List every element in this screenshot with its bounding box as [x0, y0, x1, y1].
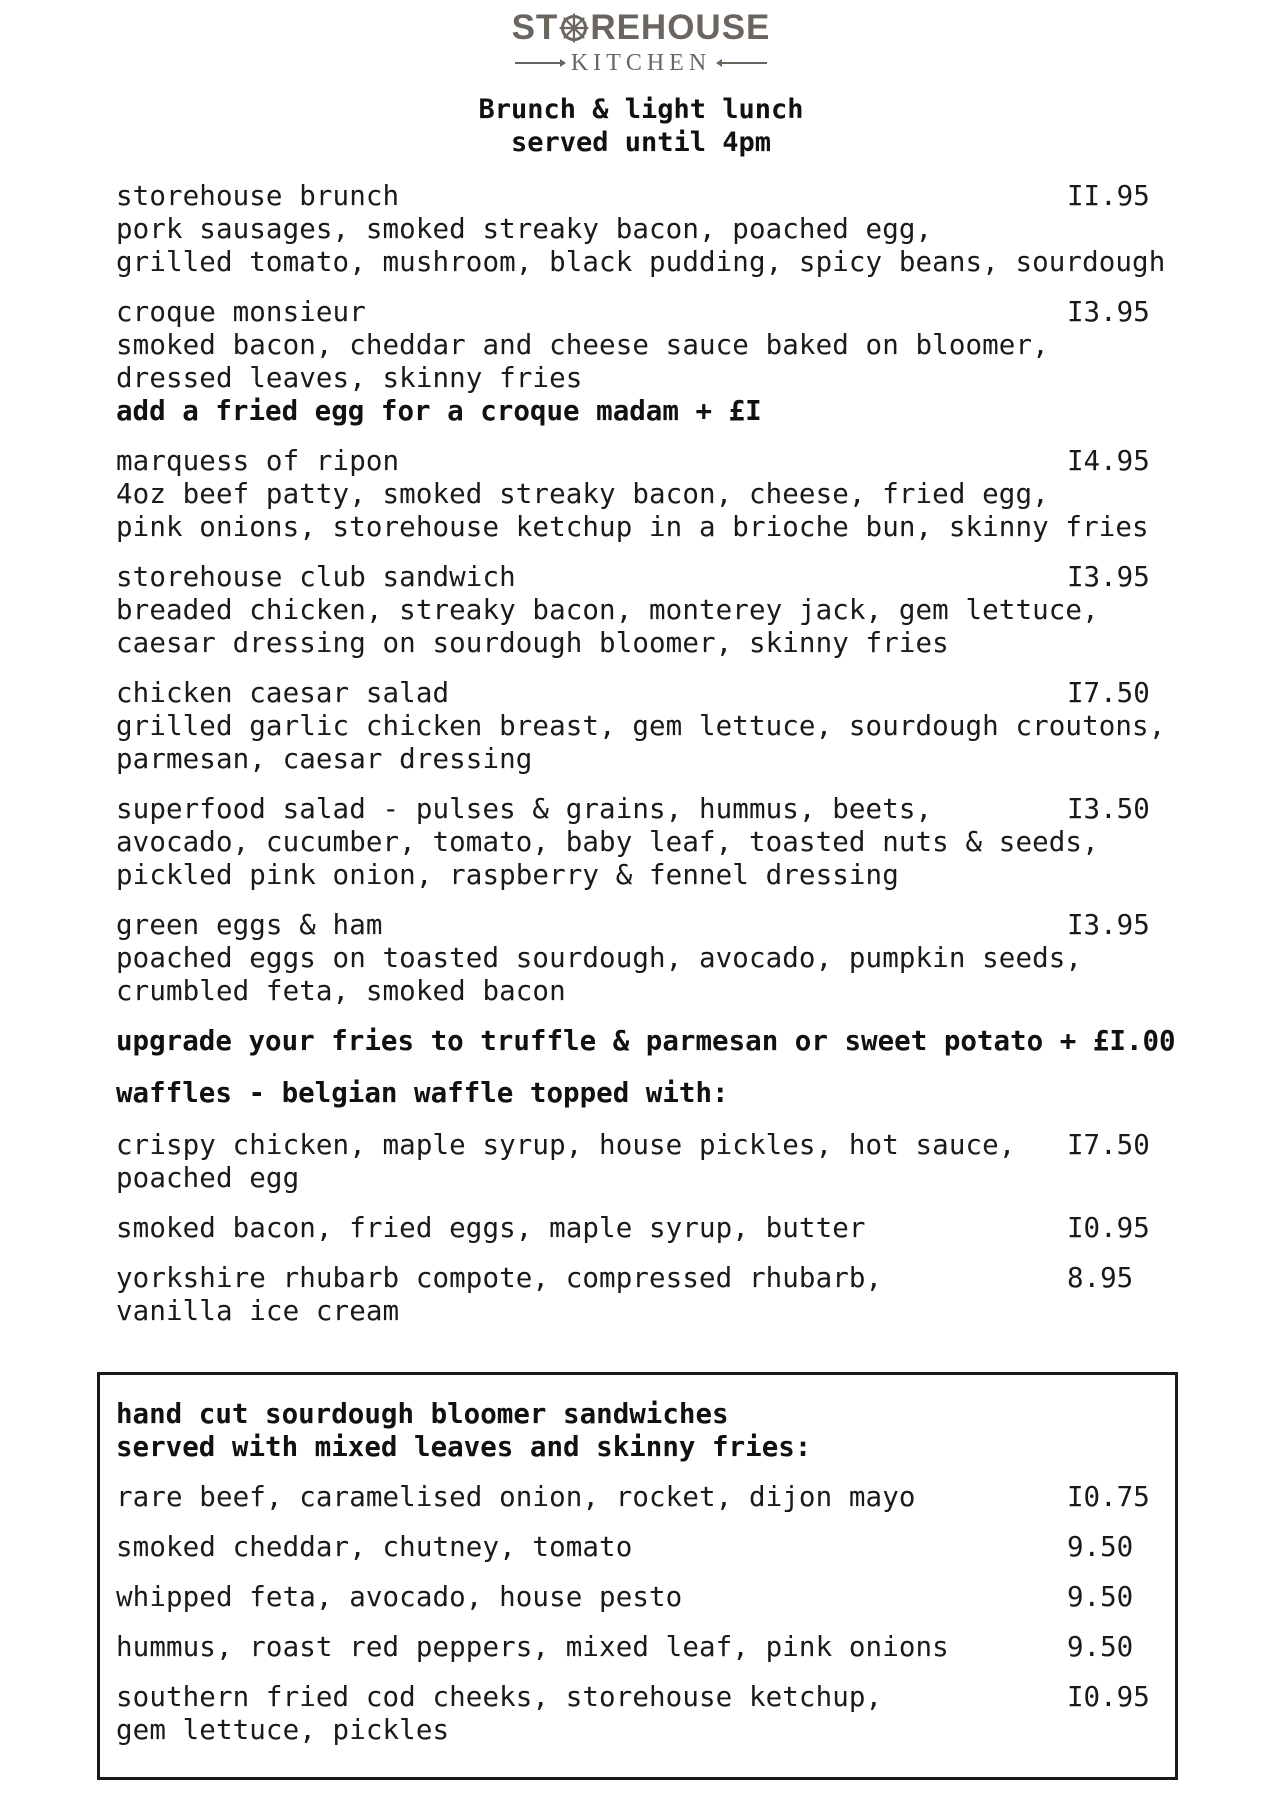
menu-item-price: I4.95: [1067, 445, 1150, 477]
logo-word-left: ST: [511, 8, 559, 47]
waffle-item: [116, 1129, 1161, 1195]
heading-line-2: served until 4pm: [510, 127, 772, 158]
menu-item-description: pork sausages, smoked streaky bacon, poached egg,: [116, 213, 933, 245]
menu-item: [116, 677, 1166, 776]
menu-item-name: storehouse club sandwich: [116, 561, 516, 593]
menu-item-name: whipped feta, avocado, house pesto: [116, 1581, 683, 1613]
logo-word-right: REHOUSE: [590, 8, 771, 47]
menu-item-name: smoked bacon, fried eggs, maple syrup, butter: [116, 1212, 866, 1244]
menu-item-description: breaded chicken, streaky bacon, monterey jack, gem lettuce,: [116, 594, 1099, 626]
sandwich-item: [116, 1581, 1161, 1614]
menu-item-description: poached egg: [116, 1162, 300, 1194]
menu-item: [116, 561, 1161, 660]
menu-item-name: green eggs & ham: [116, 909, 383, 941]
sandwich-list: [116, 1398, 1161, 1764]
menu-item-description: parmesan, caesar dressing: [116, 743, 533, 775]
menu-item: [116, 180, 1166, 279]
menu-heading: [0, 93, 1282, 159]
menu-item-price: I3.95: [1067, 296, 1150, 328]
sandwich-item: [116, 1531, 1161, 1564]
fries-upgrade-note: upgrade your fries to truffle & parmesan or sweet potato + £I.00: [116, 1025, 1176, 1057]
menu-item-price: 9.50: [1067, 1531, 1134, 1563]
menu-item-name: chicken caesar salad: [116, 677, 450, 709]
menu-item-name: croque monsieur: [116, 296, 366, 328]
sandwich-box: [97, 1372, 1178, 1780]
menu-item-price: 8.95: [1067, 1262, 1134, 1294]
menu-item-description: vanilla ice cream: [116, 1295, 400, 1327]
logo-subtitle: [0, 50, 1282, 76]
menu-item-addon: add a fried egg for a croque madam + £I: [116, 395, 762, 427]
menu-item-price: I0.95: [1067, 1681, 1150, 1713]
menu-item-description: gem lettuce, pickles: [116, 1714, 450, 1746]
logo-right-rule: [719, 62, 767, 64]
menu-item-price: I0.95: [1067, 1212, 1150, 1244]
menu-item-price: I0.75: [1067, 1481, 1150, 1513]
menu-item-name: superfood salad - pulses & grains, hummus, beets,: [116, 793, 933, 825]
logo-kitchen-text: KITCHEN: [570, 50, 712, 76]
menu-item-description: 4oz beef patty, smoked streaky bacon, cheese, fried egg,: [116, 478, 1049, 510]
menu-item: [116, 793, 1161, 892]
menu-item-description: grilled garlic chicken breast, gem lettuce, sourdough croutons,: [116, 710, 1166, 742]
waffles-title: waffles - belgian waffle topped with:: [116, 1077, 729, 1109]
heading-line-1: Brunch & light lunch: [478, 94, 804, 125]
menu-item-price: 9.50: [1067, 1631, 1134, 1663]
menu-item-price: I3.50: [1067, 793, 1150, 825]
menu-item-description: caesar dressing on sourdough bloomer, skinny fries: [116, 627, 949, 659]
menu-item-description: pink onions, storehouse ketchup in a brioche bun, skinny fries: [116, 511, 1149, 543]
menu-item-name: rare beef, caramelised onion, rocket, dijon mayo: [116, 1481, 916, 1513]
menu-item-price: I3.95: [1067, 561, 1150, 593]
logo-wordmark: [512, 8, 771, 48]
waffle-item: [116, 1262, 1161, 1328]
sandwich-title-line-2: served with mixed leaves and skinny fries:: [116, 1431, 812, 1463]
waffle-item: [116, 1212, 1161, 1245]
sandwich-item: [116, 1481, 1161, 1514]
menu-item: [116, 296, 1161, 428]
menu-item-price: I7.50: [1067, 677, 1150, 709]
sandwich-title-line-1: hand cut sourdough bloomer sandwiches: [116, 1398, 729, 1430]
menu-item-name: yorkshire rhubarb compote, compressed rhubarb,: [116, 1262, 883, 1294]
restaurant-logo: [0, 8, 1282, 76]
menu-item-name: storehouse brunch: [116, 180, 400, 212]
menu-item-description: grilled tomato, mushroom, black pudding, spicy beans, sourdough: [116, 246, 1166, 278]
logo-left-rule: [515, 62, 563, 64]
menu-item-price: 9.50: [1067, 1581, 1134, 1613]
sandwich-item: [116, 1681, 1161, 1747]
menu-list: [116, 180, 1176, 1345]
menu-item-description: crumbled feta, smoked bacon: [116, 975, 566, 1007]
menu-item-description: smoked bacon, cheddar and cheese sauce baked on bloomer,: [116, 329, 1049, 361]
sandwich-item: [116, 1631, 1161, 1664]
menu-item: [116, 445, 1161, 544]
menu-item-description: poached eggs on toasted sourdough, avocado, pumpkin seeds,: [116, 942, 1083, 974]
menu-item-price: I3.95: [1067, 909, 1150, 941]
menu-item-name: smoked cheddar, chutney, tomato: [116, 1531, 633, 1563]
menu-item-name: southern fried cod cheeks, storehouse ketchup,: [116, 1681, 883, 1713]
menu-item-description: dressed leaves, skinny fries: [116, 362, 583, 394]
menu-item-description: pickled pink onion, raspberry & fennel dressing: [116, 859, 899, 891]
menu-item-description: avocado, cucumber, tomato, baby leaf, toasted nuts & seeds,: [116, 826, 1099, 858]
menu-item-name: hummus, roast red peppers, mixed leaf, pink onions: [116, 1631, 949, 1663]
menu-item-price: II.95: [1067, 180, 1150, 212]
ship-wheel-icon: [559, 13, 589, 43]
menu-item-name: crispy chicken, maple syrup, house pickles, hot sauce,: [116, 1129, 1016, 1161]
menu-item: [116, 909, 1161, 1008]
sandwich-box-title: [116, 1398, 1161, 1464]
menu-item-name: marquess of ripon: [116, 445, 400, 477]
menu-item-price: I7.50: [1067, 1129, 1150, 1161]
